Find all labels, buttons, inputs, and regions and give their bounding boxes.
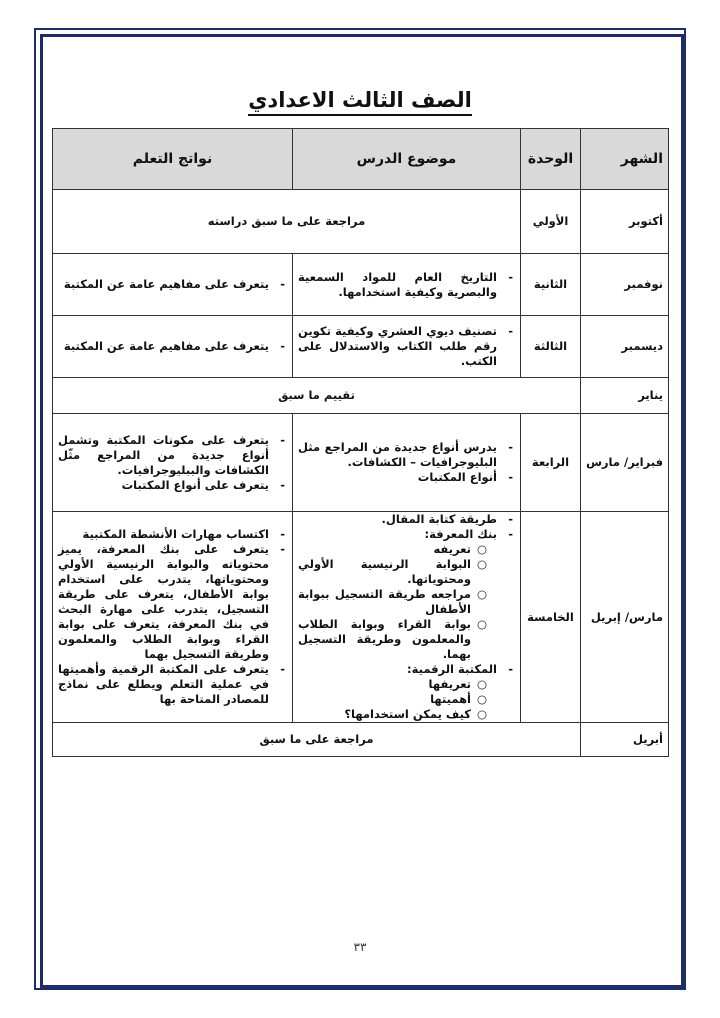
subtopic-item: ○ تعريفه: [298, 542, 489, 557]
subtopic-item: ○ بوابة القراء وبوابة الطلاب والمعلمون وطريقة التسجيل بهما.: [298, 617, 489, 662]
topic-item: - التاريخ العام للمواد السمعية والبصرية وكيفية استخدامها.: [298, 270, 515, 300]
table-header-row: [53, 129, 669, 190]
unit-cell: الثالثة: [521, 316, 581, 378]
merged-cell: مراجعة على ما سبق: [53, 723, 581, 757]
topic-item: - المكتبة الرقمية: ○ تعريفها ○ أهميتها ○ كيف يمكن استخدامها؟: [298, 662, 515, 722]
page-number: ٣٣: [353, 940, 367, 954]
month-cell: مارس/ إبريل: [581, 512, 669, 723]
curriculum-table: [52, 128, 669, 757]
outcome-item: - يتعرف على المكتبة الرقمية وأهميتها في عملية التعلم ويطلع على نماذج للمصادر المتاحة بها: [58, 662, 287, 707]
month-cell: أكتوبر: [581, 190, 669, 254]
outcomes-cell: [53, 316, 293, 378]
topic-item: - طريقة كتابة المقال.: [298, 512, 515, 527]
outcomes-cell: [53, 512, 293, 723]
month-cell: فبراير/ مارس: [581, 414, 669, 512]
outcome-item: - يتعرف على مفاهيم عامة عن المكتبة: [58, 339, 287, 354]
header-outcomes: نواتج التعلم: [53, 129, 293, 190]
table-row: [53, 378, 669, 414]
month-cell: أبريل: [581, 723, 669, 757]
table-row: [53, 190, 669, 254]
table-row: [53, 254, 669, 316]
merged-cell: تقييم ما سبق: [53, 378, 581, 414]
topic-item: - أنواع المكتبات: [298, 470, 515, 485]
topic-item: - يدرس أنواع جديدة من المراجع مثل البليوجرافيات – الكشافات.: [298, 440, 515, 470]
topic-item: - تصنيف ديوي العشري وكيفية تكوين رقم طلب الكتاب والاستدلال على الكتب.: [298, 324, 515, 369]
outcome-item: - يتعرف على مفاهيم عامة عن المكتبة: [58, 277, 287, 292]
unit-cell: الرابعة: [521, 414, 581, 512]
table-row: [53, 723, 669, 757]
unit-cell: الثانية: [521, 254, 581, 316]
unit-cell: الخامسة: [521, 512, 581, 723]
topic-cell: [293, 512, 521, 723]
header-topic: موضوع الدرس: [293, 129, 521, 190]
month-cell: نوفمبر: [581, 254, 669, 316]
merged-cell: مراجعة على ما سبق دراسته: [53, 190, 521, 254]
outcome-item: - يتعرف على بنك المعرفة، يميز محتوياته والبوابة الرنيسية الأولي ومحتوياتها، يتدرب على استخدام بوابة الأطفال، يتعرف على طريقة التسجيل، يتدرب على مهارة البحث في بنك المعرفة، يتعرف على بوابة القراء وبوابة الطلاب والمعلمون وطريقة التسجيل بهما: [58, 542, 287, 662]
page-title: الصف الثالث الاعدادي: [0, 88, 720, 112]
subtopic-item: ○ أهميتها: [298, 692, 489, 707]
subtopic-item: ○ مراجعه طريقة التسجيل ببوابة الأطفال: [298, 587, 489, 617]
table-row: [53, 512, 669, 723]
table-row: [53, 316, 669, 378]
unit-cell: الأولي: [521, 190, 581, 254]
topic-cell: [293, 254, 521, 316]
topic-cell: [293, 414, 521, 512]
outcomes-cell: [53, 414, 293, 512]
subtopic-item: ○ البوابة الرنيسية الأولي ومحتوياتها.: [298, 557, 489, 587]
month-cell: ديسمبر: [581, 316, 669, 378]
header-unit: الوحدة: [521, 129, 581, 190]
outcome-item: - يتعرف على مكونات المكتبة وتشمل أنواع جديدة من المراجع مثّل الكشافات والببليوجرافيات.: [58, 433, 287, 478]
subtopic-item: ○ كيف يمكن استخدامها؟: [298, 707, 489, 722]
header-month: الشهر: [581, 129, 669, 190]
outcome-item: - يتعرف على أنواع المكتبات: [58, 478, 287, 493]
topic-cell: [293, 316, 521, 378]
table-row: [53, 414, 669, 512]
month-cell: يناير: [581, 378, 669, 414]
subtopic-item: ○ تعريفها: [298, 677, 489, 692]
topic-item: - بنك المعرفة: ○ تعريفه ○ البوابة الرنيسية الأولي ومحتوياتها. ○ مراجعه طريقة التسجيل ببوابة الأطفال ○ بوابة القراء وبوابة الطلاب والمعلمون وطريقة التسجيل بهما.: [298, 527, 515, 662]
outcomes-cell: [53, 254, 293, 316]
outcome-item: - اكتساب مهارات الأنشطة المكتبية: [58, 527, 287, 542]
